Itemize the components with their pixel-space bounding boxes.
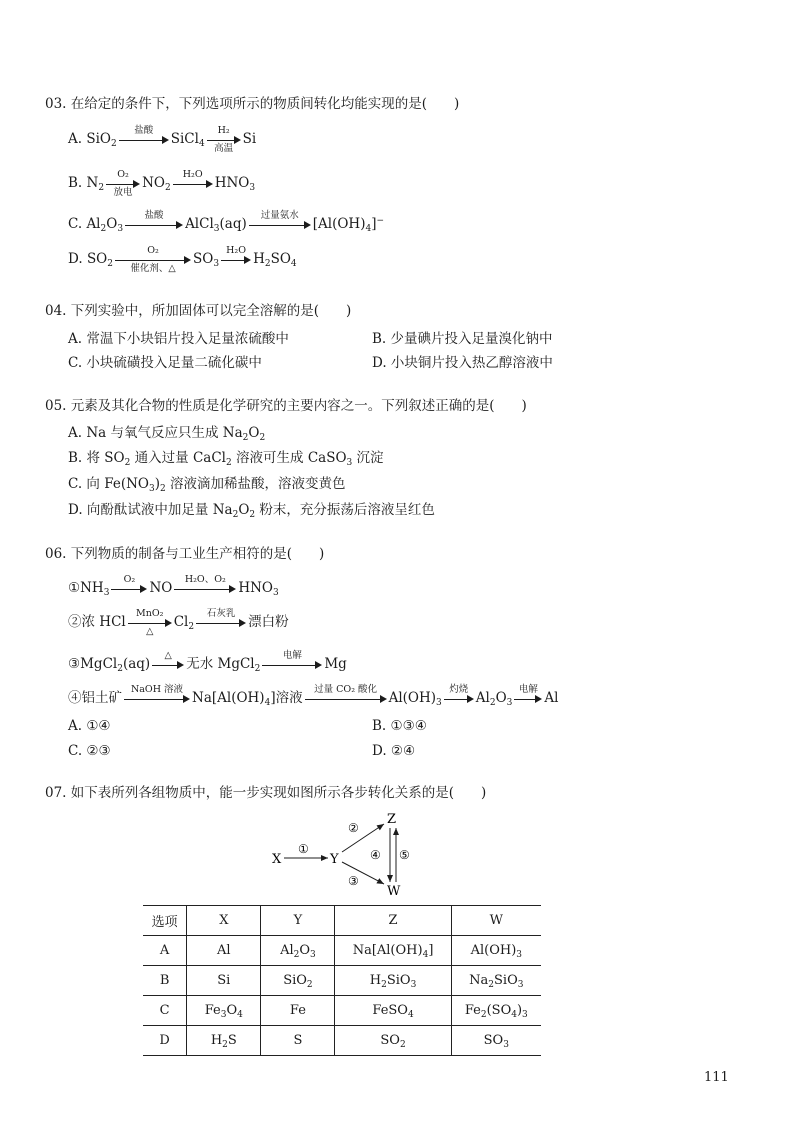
q05-option-a: A. Na 与氧气反应只生成 $Na_2O_2$ xyxy=(68,425,266,443)
table-cell: $Al(OH)_3$ xyxy=(451,936,541,966)
table-header: Z xyxy=(335,906,451,936)
reaction-arrow: 盐酸 xyxy=(125,218,183,232)
table-header: 选项 xyxy=(143,906,187,936)
reaction-arrow: NaOH 溶液 xyxy=(124,692,190,706)
page-number: 111 xyxy=(704,1070,729,1085)
table-cell: A xyxy=(143,936,187,966)
table-cell: $Fe_3O_4$ xyxy=(187,996,261,1026)
reaction-arrow: O₂ xyxy=(111,582,147,596)
reaction-arrow: H₂O、O₂ xyxy=(174,582,236,596)
reaction-arrow: 过量 CO₂ 酸化 xyxy=(305,692,387,706)
node-w: W xyxy=(387,884,401,898)
step-4-label: ④ xyxy=(370,848,381,862)
table-cell: FeSO$_4$ xyxy=(335,996,451,1026)
table-cell: $H_2SiO_3$ xyxy=(335,966,451,996)
table-header: X xyxy=(187,906,261,936)
table-cell: Fe xyxy=(261,996,335,1026)
q05-option-c: C. 向 $Fe(NO_3)_2$ 溶液滴加稀盐酸，溶液变黄色 xyxy=(68,476,346,494)
q06-route-4: ④铝土矿 NaOH 溶液 $Na[Al(OH)_4]$溶液 过量 CO₂ 酸化 $Al(OH)_3$ 灼烧 $Al_2O_3$ 电解 Al xyxy=(68,684,559,708)
table-cell: $H_2S$ xyxy=(187,1026,261,1056)
table-row xyxy=(143,936,541,966)
table-header-row xyxy=(143,906,541,936)
reaction-arrow: 电解 xyxy=(514,692,542,706)
reaction-arrow: O₂ 催化剂、△ xyxy=(115,253,191,267)
q06-route-2: ②浓 HCl MnO₂ △ $Cl_2$ 石灰乳 漂白粉 xyxy=(68,608,289,637)
reaction-arrow: H₂ 高温 xyxy=(207,133,241,147)
q05-stem: 05. 元素及其化合物的性质是化学研究的主要内容之一。下列叙述正确的是( ) xyxy=(45,398,527,414)
table-cell: Si xyxy=(187,966,261,996)
conversion-diagram xyxy=(260,808,440,898)
reaction-arrow: 过量氨水 xyxy=(249,218,311,232)
table-row xyxy=(143,966,541,996)
step-3-label: ③ xyxy=(348,874,359,888)
reaction-arrow: 盐酸 xyxy=(119,133,169,147)
reaction-arrow: △ xyxy=(152,658,184,672)
table-cell: $Fe_2(SO_4)_3$ xyxy=(451,996,541,1026)
reaction-arrow: 灼烧 xyxy=(444,692,474,706)
table-cell: D xyxy=(143,1026,187,1056)
q04-option-c: C. 小块硫磺投入足量二硫化碳中 xyxy=(68,355,262,371)
reaction-arrow: MnO₂ △ xyxy=(128,616,172,630)
q04-stem: 04. 下列实验中，所加固体可以完全溶解的是( ) xyxy=(45,303,352,319)
node-x: X xyxy=(272,852,282,867)
table-cell: $Na[Al(OH)_4]$ xyxy=(335,936,451,966)
node-y: Y xyxy=(330,852,339,867)
q06-route-1: $①NH_3$ O₂ NO H₂O、O₂ $HNO_3$ xyxy=(68,574,279,598)
table-cell: C xyxy=(143,996,187,1026)
q04-option-d: D. 小块铜片投入热乙醇溶液中 xyxy=(372,355,553,371)
reaction-arrow: H₂O xyxy=(221,253,251,267)
q06-option-a: A. ①④ xyxy=(68,718,111,734)
step-5-label: ⑤ xyxy=(399,848,410,862)
q05-option-b: B. 将 $SO_2$ 通入过量 CaCl$_2$ 溶液可生成 CaSO$_3$ 沉淀 xyxy=(68,450,384,468)
q03-option-d: D. $SO_2$ O₂ 催化剂、△ $SO_3$ H₂O $H_2SO_4$ xyxy=(68,245,297,274)
q03-option-b: B. $N_2$ O₂ 放电 $NO_2$ H₂O $HNO_3$ xyxy=(68,169,256,198)
table-header: W xyxy=(451,906,541,936)
step-2-label: ② xyxy=(348,821,359,835)
table-cell: $SO_2$ xyxy=(335,1026,451,1056)
table-cell: $Na_2SiO_3$ xyxy=(451,966,541,996)
q06-option-c: C. ②③ xyxy=(68,743,111,759)
table-cell: Al xyxy=(187,936,261,966)
table-header: Y xyxy=(261,906,335,936)
q03-option-c: C. $Al_2O_3$ 盐酸 AlCl$_3$(aq) 过量氨水 $[Al(OH)_4]^-$ xyxy=(68,210,385,234)
q03-stem: 03. 在给定的条件下，下列选项所示的物质间转化均能实现的是( ) xyxy=(45,96,460,112)
q06-route-3: ③MgCl$_2$(aq) △ 无水 MgCl$_2$ 电解 Mg xyxy=(68,650,347,674)
q05-option-d: D. 向酚酞试液中加足量 $Na_2O_2$ 粉末，充分振荡后溶液呈红色 xyxy=(68,502,435,520)
reaction-arrow: 石灰乳 xyxy=(196,616,246,630)
table-row xyxy=(143,996,541,1026)
step-1-label: ① xyxy=(298,842,309,856)
reaction-arrow: O₂ 放电 xyxy=(106,177,140,191)
q04-option-b: B. 少量碘片投入足量溴化钠中 xyxy=(372,331,553,347)
table-cell: $SO_3$ xyxy=(451,1026,541,1056)
q03-option-a: A. SiO$_2$ 盐酸 SiCl$_4$ H₂ 高温 Si xyxy=(68,125,257,154)
table-cell: B xyxy=(143,966,187,996)
table-cell: S xyxy=(261,1026,335,1056)
q06-stem: 06. 下列物质的制备与工业生产相符的是( ) xyxy=(45,546,325,562)
reaction-arrow: H₂O xyxy=(173,177,213,191)
reaction-arrow: 电解 xyxy=(262,658,322,672)
q04-option-a: A. 常温下小块铝片投入足量浓硫酸中 xyxy=(68,331,289,347)
q06-option-d: D. ②④ xyxy=(372,743,416,759)
table-cell: $Al_2O_3$ xyxy=(261,936,335,966)
options-table xyxy=(143,905,541,1056)
q07-stem: 07. 如下表所列各组物质中，能一步实现如图所示各步转化关系的是( ) xyxy=(45,785,487,801)
table-cell: SiO$_2$ xyxy=(261,966,335,996)
node-z: Z xyxy=(387,812,397,827)
q06-option-b: B. ①③④ xyxy=(372,718,427,734)
table-row xyxy=(143,1026,541,1056)
